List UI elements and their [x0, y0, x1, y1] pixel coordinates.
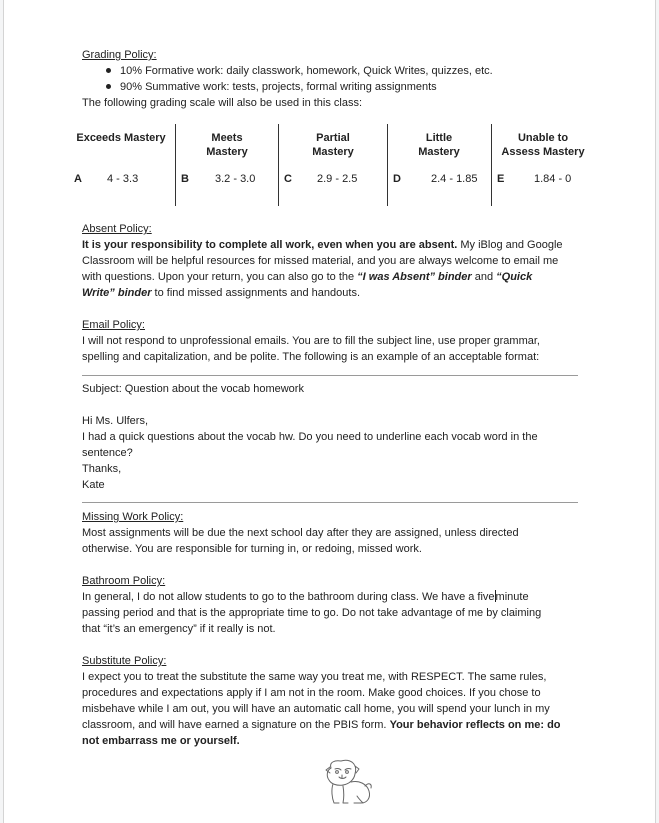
email-line-1: I will not respond to unprofessional emails. You are to fill the subject line, use proper grammar,	[82, 335, 540, 347]
bathroom-line-1: In general, I do not allow students to go to the bathroom during class. We have a fiveminute	[82, 591, 529, 603]
email-policy-heading: Email Policy:	[82, 319, 145, 331]
substitute-line-2: procedures and expectations apply if I am not in the room. Make good choices. If you chose to	[82, 687, 541, 699]
table-divider	[278, 124, 279, 206]
bathroom-policy-heading: Bathroom Policy:	[82, 575, 166, 587]
missing-work-heading: Missing Work Policy:	[82, 511, 184, 523]
example-greeting: Hi Ms. Ulfers,	[82, 415, 148, 427]
table-header-meets: Meets Mastery	[206, 132, 248, 158]
grading-bullet-summative: 90% Summative work: tests, projects, formal writing assignments	[120, 81, 437, 93]
table-header-exceeds: Exceeds Mastery	[76, 132, 166, 144]
substitute-line-4: classroom, and will have earned a signature on the PBIS form. Your behavior reflects on me: do	[82, 719, 561, 731]
document-page	[3, 0, 656, 823]
substitute-line-3: misbehave while I am out, you will have an automatic call home, you will spend your lunch in my	[82, 703, 550, 715]
pug-dog-illustration	[321, 758, 377, 808]
grading-bullet-formative: 10% Formative work: daily classwork, homework, Quick Writes, quizzes, etc.	[120, 65, 493, 77]
grading-scale-intro: The following grading scale will also be used in this class:	[82, 97, 363, 109]
bathroom-line-3: that “it’s an emergency” if it really is not.	[82, 623, 276, 635]
substitute-line-1: I expect you to treat the substitute the same way you treat me, with RESPECT. The same rules,	[82, 671, 547, 683]
email-line-2: spelling and capitalization, and be polite. The following is an example of an acceptable format:	[82, 351, 540, 363]
table-divider	[491, 124, 492, 206]
table-header-partial: Partial Mastery	[312, 132, 354, 158]
grade-letter-c: C	[284, 173, 292, 185]
table-header-unable: Unable to Assess Mastery	[501, 132, 585, 158]
grade-range-b: 3.2 - 3.0	[215, 173, 256, 185]
grading-policy-heading: Grading Policy:	[82, 49, 157, 61]
grade-letter-a: A	[74, 173, 82, 185]
table-divider	[387, 124, 388, 206]
absent-line-4: Write” binder to find missed assignments and handouts.	[82, 287, 360, 299]
missing-line-1: Most assignments will be due the next school day after they are assigned, unless directed	[82, 527, 519, 539]
absent-policy-heading: Absent Policy:	[82, 223, 152, 235]
bullet-dot	[106, 84, 111, 89]
grade-range-d: 2.4 - 1.85	[431, 173, 478, 185]
example-body-line-2: sentence?	[82, 447, 133, 459]
grade-range-e: 1.84 - 0	[534, 173, 572, 185]
example-bottom-rule	[82, 502, 578, 503]
example-closing: Thanks,	[82, 463, 122, 475]
absent-line-3: with questions. Upon your return, you can also go to the “I was Absent” binder and “Quick	[82, 271, 533, 283]
substitute-policy-heading: Substitute Policy:	[82, 655, 167, 667]
example-top-rule	[82, 375, 578, 376]
bathroom-line-2: passing period and that is the appropriate time to go. Do not take advantage of me by claiming	[82, 607, 542, 619]
absent-line-2: Classroom will be helpful resources for missed material, and you are always welcome to email me	[82, 255, 559, 267]
table-divider	[175, 124, 176, 206]
substitute-line-5: not embarrass me or yourself.	[82, 735, 240, 747]
grade-range-a: 4 - 3.3	[107, 173, 139, 185]
missing-line-2: otherwise. You are responsible for turning in, or redoing, missed work.	[82, 543, 422, 555]
bullet-dot	[106, 68, 111, 73]
example-subject: Subject: Question about the vocab homework	[82, 383, 304, 395]
table-header-little: Little Mastery	[418, 132, 460, 158]
example-signature: Kate	[82, 479, 105, 491]
grade-letter-b: B	[181, 173, 189, 185]
absent-line-1: It is your responsibility to complete all work, even when you are absent. My iBlog and Google	[82, 239, 563, 251]
grade-letter-e: E	[497, 173, 505, 185]
grade-letter-d: D	[393, 173, 401, 185]
grade-range-c: 2.9 - 2.5	[317, 173, 358, 185]
example-body-line-1: I had a quick questions about the vocab hw. Do you need to underline each vocab word in the	[82, 431, 538, 443]
